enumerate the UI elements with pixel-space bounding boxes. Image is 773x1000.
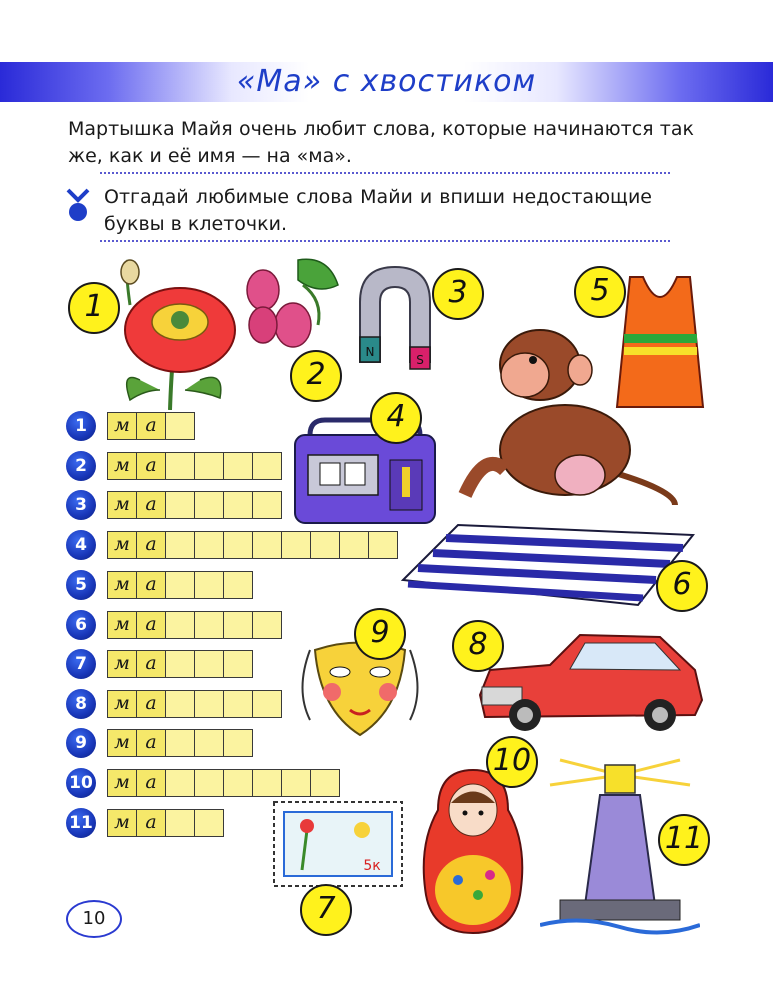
mattress-picture [398, 520, 698, 610]
monkey-picture [445, 320, 685, 510]
page-number: 10 [66, 900, 122, 938]
picture-number-badge: 8 [452, 620, 504, 672]
row-number: 6 [66, 610, 96, 640]
poppy-picture [100, 250, 250, 410]
blank-letter-cell[interactable] [223, 650, 253, 678]
letter-cells [108, 452, 282, 480]
blank-letter-cell[interactable] [252, 491, 282, 519]
prefilled-letter-cell: м [107, 809, 137, 837]
letter-cells [108, 571, 253, 599]
task-marker-icon [66, 188, 90, 222]
prefilled-letter-cell: м [107, 412, 137, 440]
matryoshka-picture [418, 765, 528, 935]
row-number: 8 [66, 689, 96, 719]
blank-letter-cell[interactable] [223, 452, 253, 480]
blank-letter-cell[interactable] [165, 491, 195, 519]
blank-letter-cell[interactable] [223, 611, 253, 639]
blank-letter-cell[interactable] [252, 690, 282, 718]
picture-number-badge: 2 [290, 350, 342, 402]
raspberry-icon [238, 255, 348, 355]
dotted-divider-top [100, 172, 670, 174]
prefilled-letter-cell: м [107, 729, 137, 757]
blank-letter-cell[interactable] [165, 729, 195, 757]
row-number: 3 [66, 490, 96, 520]
blank-letter-cell[interactable] [223, 491, 253, 519]
letter-cells [108, 809, 224, 837]
blank-letter-cell[interactable] [194, 571, 224, 599]
blank-letter-cell[interactable] [194, 611, 224, 639]
letter-cells [108, 690, 282, 718]
picture-number-badge: 5 [574, 266, 626, 318]
prefilled-letter-cell: м [107, 531, 137, 559]
picture-number-badge: 6 [656, 560, 708, 612]
blank-letter-cell[interactable] [194, 531, 224, 559]
picture-number-badge: 4 [370, 392, 422, 444]
magnet-pole-n: N [365, 345, 375, 359]
intro-text: Мартышка Майя очень любит слова, которые начинаются так же, как и её имя — на «ма». [68, 118, 694, 167]
letter-cells [108, 611, 282, 639]
blank-letter-cell[interactable] [223, 531, 253, 559]
prefilled-letter-cell: м [107, 769, 137, 797]
prefilled-letter-cell: м [107, 571, 137, 599]
poppy-icon [100, 250, 250, 410]
blank-letter-cell[interactable] [165, 452, 195, 480]
picture-number-badge: 3 [432, 268, 484, 320]
prefilled-letter-cell: а [136, 769, 166, 797]
blank-letter-cell[interactable] [281, 769, 311, 797]
letter-cells [108, 412, 195, 440]
row-number: 7 [66, 649, 96, 679]
magnet-icon [350, 262, 440, 372]
picture-number-badge: 1 [68, 282, 120, 334]
prefilled-letter-cell: а [136, 809, 166, 837]
prefilled-letter-cell: а [136, 571, 166, 599]
row-number: 9 [66, 728, 96, 758]
prefilled-letter-cell: а [136, 690, 166, 718]
blank-letter-cell[interactable] [165, 650, 195, 678]
row-number: 11 [66, 808, 96, 838]
page-title: «Ма» с хвостиком [236, 64, 537, 99]
letter-cells [108, 650, 253, 678]
prefilled-letter-cell: а [136, 452, 166, 480]
car-icon [470, 625, 710, 735]
picture-number-badge: 10 [486, 736, 538, 788]
blank-letter-cell[interactable] [165, 769, 195, 797]
prefilled-letter-cell: а [136, 611, 166, 639]
postage-stamp-icon [272, 800, 404, 888]
picture-number-badge: 9 [354, 608, 406, 660]
blank-letter-cell[interactable] [252, 531, 282, 559]
prefilled-letter-cell: м [107, 452, 137, 480]
magnet-picture [350, 262, 440, 372]
blank-letter-cell[interactable] [252, 452, 282, 480]
blank-letter-cell[interactable] [165, 611, 195, 639]
blank-letter-cell[interactable] [252, 769, 282, 797]
mattress-icon [398, 520, 698, 610]
blank-letter-cell[interactable] [194, 729, 224, 757]
letter-cells [108, 531, 398, 559]
blank-letter-cell[interactable] [165, 571, 195, 599]
picture-number-badge: 11 [658, 814, 710, 866]
blank-letter-cell[interactable] [194, 690, 224, 718]
prefilled-letter-cell: а [136, 491, 166, 519]
blank-letter-cell[interactable] [165, 809, 195, 837]
blank-letter-cell[interactable] [223, 571, 253, 599]
row-number: 4 [66, 530, 96, 560]
blank-letter-cell[interactable] [194, 769, 224, 797]
blank-letter-cell[interactable] [223, 769, 253, 797]
raspberry-picture [238, 255, 348, 355]
row-number: 5 [66, 570, 96, 600]
letter-cells [108, 729, 253, 757]
blank-letter-cell[interactable] [194, 809, 224, 837]
letter-cells [108, 769, 340, 797]
blank-letter-cell[interactable] [194, 452, 224, 480]
row-number: 1 [66, 411, 96, 441]
blank-letter-cell[interactable] [368, 531, 398, 559]
dotted-divider-bottom [100, 240, 670, 242]
blank-letter-cell[interactable] [223, 690, 253, 718]
prefilled-letter-cell: а [136, 729, 166, 757]
blank-letter-cell[interactable] [165, 412, 195, 440]
prefilled-letter-cell: м [107, 611, 137, 639]
blank-letter-cell[interactable] [339, 531, 369, 559]
car-picture [470, 625, 710, 735]
stamp-picture [272, 800, 404, 888]
row-number: 2 [66, 451, 96, 481]
blank-letter-cell[interactable] [194, 491, 224, 519]
matryoshka-icon [418, 765, 528, 935]
prefilled-letter-cell: м [107, 491, 137, 519]
prefilled-letter-cell: м [107, 690, 137, 718]
prefilled-letter-cell: а [136, 531, 166, 559]
blank-letter-cell[interactable] [252, 611, 282, 639]
magnet-pole-s: S [416, 353, 424, 367]
letter-cells [108, 491, 282, 519]
stamp-value: 5к [363, 858, 381, 874]
prefilled-letter-cell: м [107, 650, 137, 678]
blank-letter-cell[interactable] [165, 690, 195, 718]
blank-letter-cell[interactable] [194, 650, 224, 678]
row-number: 10 [66, 768, 96, 798]
prefilled-letter-cell: а [136, 650, 166, 678]
prefilled-letter-cell: а [136, 412, 166, 440]
blank-letter-cell[interactable] [223, 729, 253, 757]
task-text: Отгадай любимые слова Майи и впиши недостающие буквы в клеточки. [104, 186, 652, 235]
monkey-icon [445, 320, 685, 510]
blank-letter-cell[interactable] [310, 531, 340, 559]
blank-letter-cell[interactable] [165, 531, 195, 559]
picture-number-badge: 7 [300, 884, 352, 936]
blank-letter-cell[interactable] [281, 531, 311, 559]
blank-letter-cell[interactable] [310, 769, 340, 797]
